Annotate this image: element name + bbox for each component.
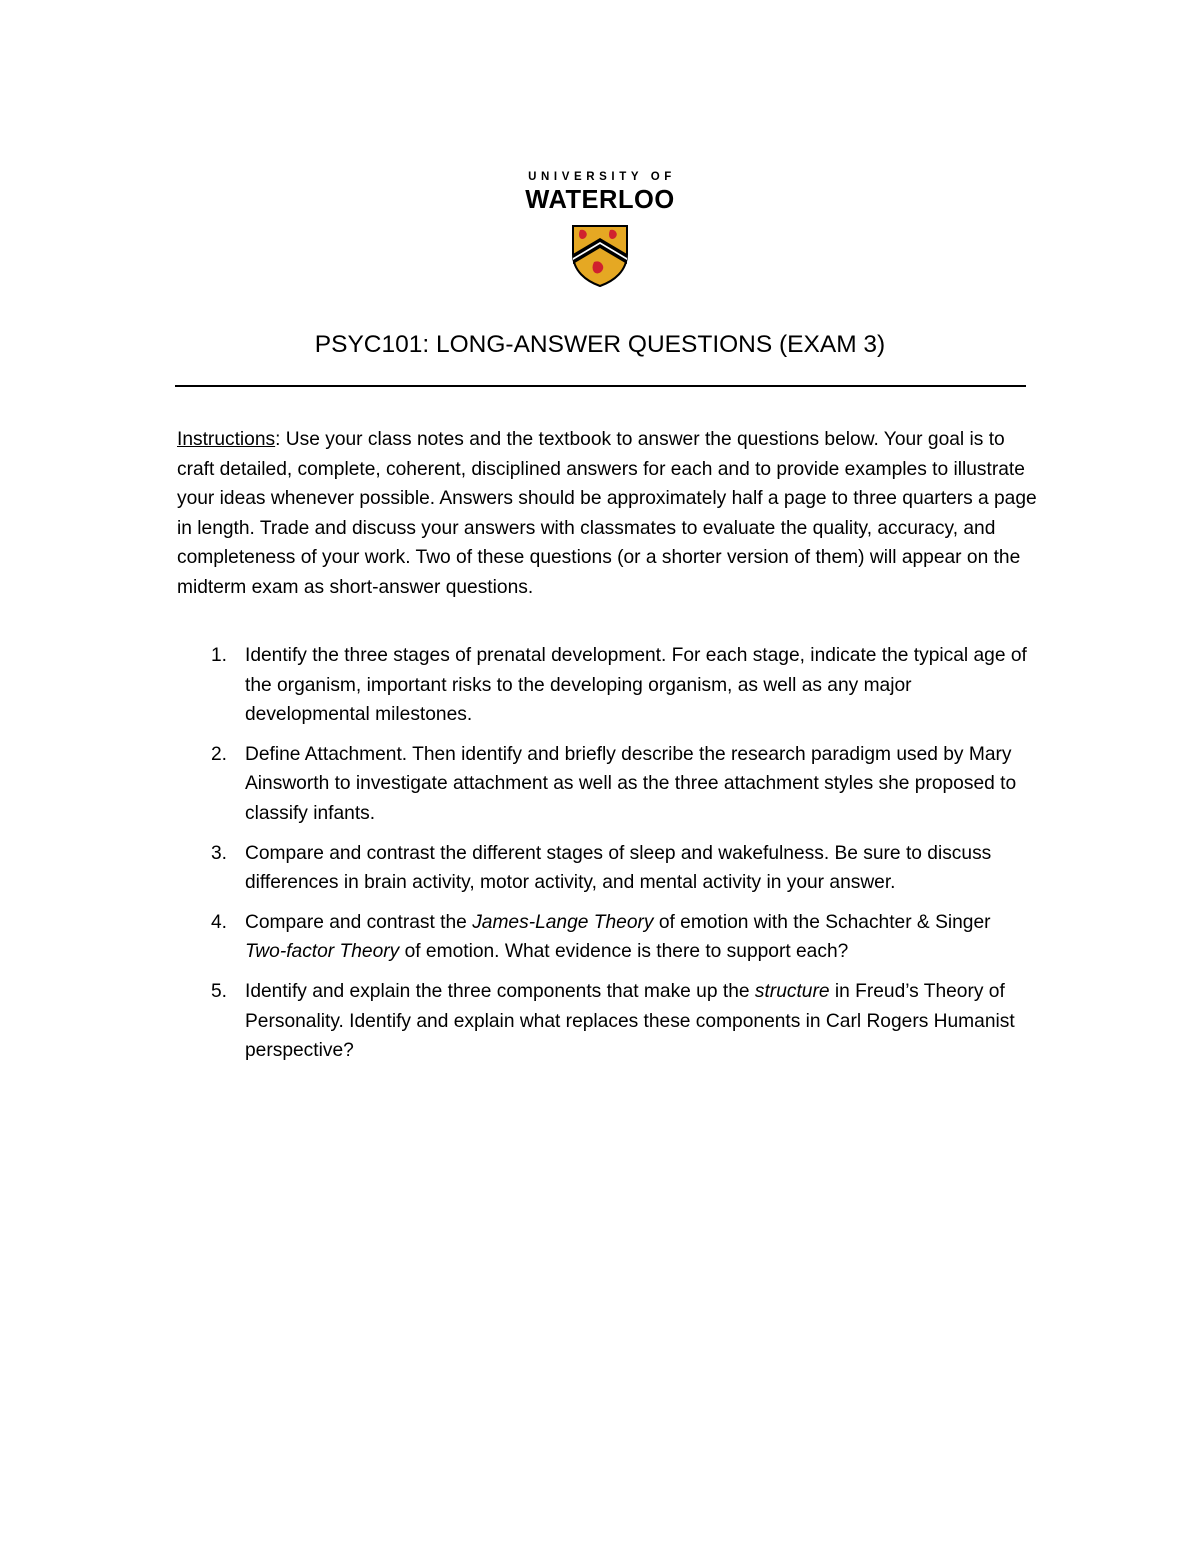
question-text [245,981,1015,1061]
question-text-segment: in Freud’s Theory of Personality. Identify and explain what replaces these components in Carl Rogers Humanist perspective? [245,980,1015,1062]
question-item [177,977,1037,1066]
question-number: 5. [211,980,228,1002]
logo-waterloo-text: WATERLOO [525,186,675,214]
question-number: 3. [211,842,228,864]
theory-name-two-factor: Two-factor Theory [245,941,400,963]
question-text [245,843,991,894]
university-logo [500,170,700,288]
logo-university-of-text: UNIVERSITY OF [528,171,676,183]
page-title: PSYC101: LONG-ANSWER QUESTIONS (EXAM 3) [314,331,886,358]
question-text-segment: Compare and contrast the different stages of sleep and wakefulness. Be sure to discuss differences in brain activity, motor activity, and mental activity in your answer. [245,842,992,894]
emphasized-term-structure: structure [754,980,830,1002]
question-list [177,641,1037,1076]
instructions-label: Instructions [177,429,276,450]
question-text-segment: Identify and explain the three components that make up the [245,980,755,1002]
theory-name-james-lange: James-Lange Theory [472,911,654,933]
question-item [177,839,1037,898]
question-text-segment: Compare and contrast the [245,911,473,933]
question-item [177,740,1037,829]
university-crest-icon [570,224,630,288]
title-divider [175,385,1026,387]
question-text [245,744,1016,824]
question-item [177,641,1037,730]
question-number: 1. [211,645,228,666]
instructions-text: : Use your class notes and the textbook to answer the questions below. Your goal is to craft detailed, complete, coherent, disciplined answers for each and to provide examples to illustrate your ideas whenever possible. Answers should be approximately half a page to three quarters a page in length. Trade and discuss your answers with classmates to evaluate the quality, accuracy, and completeness of your work. Two of these questions (or a shorter version of them) will appear on the midterm exam as short-answer questions. [177,429,1037,598]
instructions-paragraph [177,425,1037,603]
question-item [177,908,1037,967]
question-text-segment: of emotion. What evidence is there to support each? [399,941,849,963]
question-text [245,645,1027,725]
question-text-segment: Identify the three stages of prenatal development. For each stage, indicate the typical age of the organism, important risks to the developing organism, as well as any major developmental milestones. [245,645,1027,726]
question-number: 4. [211,911,228,933]
question-number: 2. [211,743,228,765]
question-text-segment: of emotion with the Schachter & Singer [653,911,991,933]
question-text [245,912,991,963]
question-text-segment: Define Attachment. Then identify and briefly describe the research paradigm used by Mary Ainsworth to investigate attachment as well as the three attachment styles she proposed to classify infants. [245,743,1017,824]
